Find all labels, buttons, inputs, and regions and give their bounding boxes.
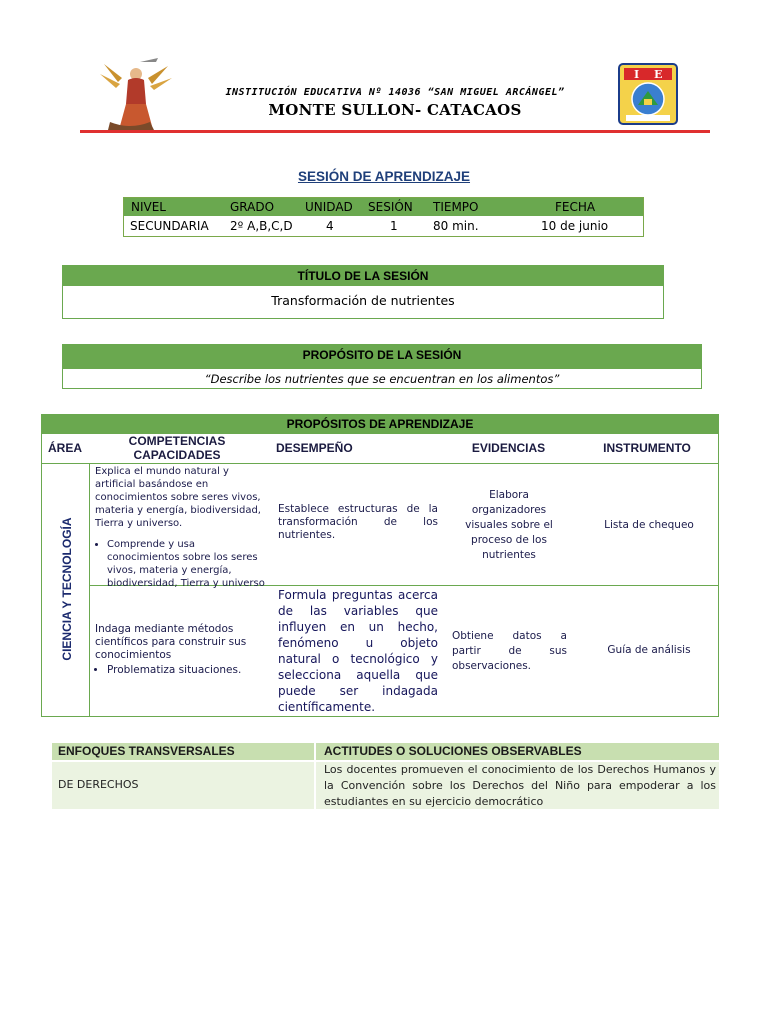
column-evidencias: EVIDENCIAS [471, 441, 546, 455]
header-unidad: UNIDAD [305, 200, 353, 214]
column-instrumento: INSTRUMENTO [603, 441, 691, 455]
row1-capacidad: • Comprende y usa conocimientos sobre los seres vivos, materia y energía, biodiversidad, Tierra y universo [107, 538, 267, 590]
row1-evidencia: Elabora organizadores visuales sobre el proceso de los nutrientes [465, 489, 553, 561]
header-fecha: FECHA [555, 200, 596, 214]
session-title-value: Transformación de nutrientes [271, 293, 455, 308]
session-purpose-value: “Describe los nutrientes que se encuentran en los alimentos” [204, 372, 560, 386]
session-title-header: TÍTULO DE LA SESIÓN [63, 266, 663, 286]
row2-competencia: Indaga mediante métodos científicos para construir sus conocimientos [95, 623, 247, 661]
header-nivel: NIVEL [131, 200, 166, 214]
column-area: ÁREA [48, 441, 83, 455]
school-crest [618, 63, 678, 125]
column-header-rule [42, 463, 718, 464]
column-desempeno: DESEMPEÑO [276, 441, 353, 455]
institution-place: MONTE SULLON- CATACAOS [268, 101, 522, 119]
header-enfoques: ENFOQUES TRANSVERSALES [52, 743, 314, 760]
learning-purposes-header: PROPÓSITOS DE APRENDIZAJE [42, 415, 718, 433]
row1-instrumento: Lista de chequeo [604, 519, 694, 531]
row2-evidencia: Obtiene datos a partir de sus observaciones. [452, 630, 567, 672]
svg-text:E: E [654, 68, 663, 81]
header-actitudes: ACTITUDES O SOLUCIONES OBSERVABLES [316, 743, 719, 760]
enfoque-cell [52, 762, 314, 809]
value-fecha: 10 de junio [541, 219, 609, 233]
header-tiempo: TIEMPO [433, 200, 479, 214]
angel-logo [100, 56, 172, 132]
value-sesion: 1 [390, 219, 398, 233]
row2-instrumento: Guía de análisis [607, 644, 691, 656]
row2-capacidad: • Problematiza situaciones. [107, 664, 265, 677]
session-title-box [62, 265, 664, 319]
row2-desempeno: Formula preguntas acerca de las variables que influyen en un hecho, fenómeno u objeto natural o tecnológico y selecciona aquella que puede ser indagada científicamente. [278, 588, 438, 714]
row1-competencias [95, 465, 267, 590]
row2-competencias [95, 623, 265, 677]
header-grado: GRADO [230, 200, 275, 214]
value-grado: 2º A,B,C,D [230, 219, 293, 233]
institution-name: INSTITUCIÓN EDUCATIVA Nº 14036 “SAN MIGUEL ARCÁNGEL” [225, 87, 565, 98]
value-unidad: 4 [326, 219, 334, 233]
enfoque-value: DE DERECHOS [58, 778, 139, 791]
header-rule [42, 433, 718, 434]
header-sesion: SESIÓN [368, 200, 413, 214]
actitud-value: Los docentes promueven el conocimiento de los Derechos Humanos y la Convención sobre los Derechos del Niño para empoderar a los estudiantes en su ejercicio democrático [324, 763, 716, 808]
column-competencias: COMPETENCIAS CAPACIDADES [128, 434, 226, 462]
header-divider [80, 130, 710, 133]
value-nivel: SECUNDARIA [130, 219, 209, 233]
session-info-table [123, 197, 644, 237]
learning-purposes-table [41, 414, 719, 717]
row1-competencia: Explica el mundo natural y artificial basándose en conocimientos sobre seres vivos, materia y energía, biodiversidad, Tierra y universo. [95, 466, 261, 529]
area-column-divider [89, 463, 90, 716]
page-title: SESIÓN DE APRENDIZAJE [297, 169, 471, 184]
actitud-cell [316, 762, 719, 809]
session-purpose-box [62, 344, 702, 389]
value-tiempo: 80 min. [433, 219, 479, 233]
session-purpose-header: PROPÓSITO DE LA SESIÓN [63, 345, 701, 369]
row1-desempeno: Establece estructuras de la transformación de los nutrientes. [278, 503, 438, 541]
svg-text:I: I [634, 68, 640, 81]
area-label: CIENCIA Y TECNOLOGÍA [60, 517, 74, 661]
area-label-cell [47, 463, 87, 715]
transversal-approaches-table [52, 743, 719, 809]
